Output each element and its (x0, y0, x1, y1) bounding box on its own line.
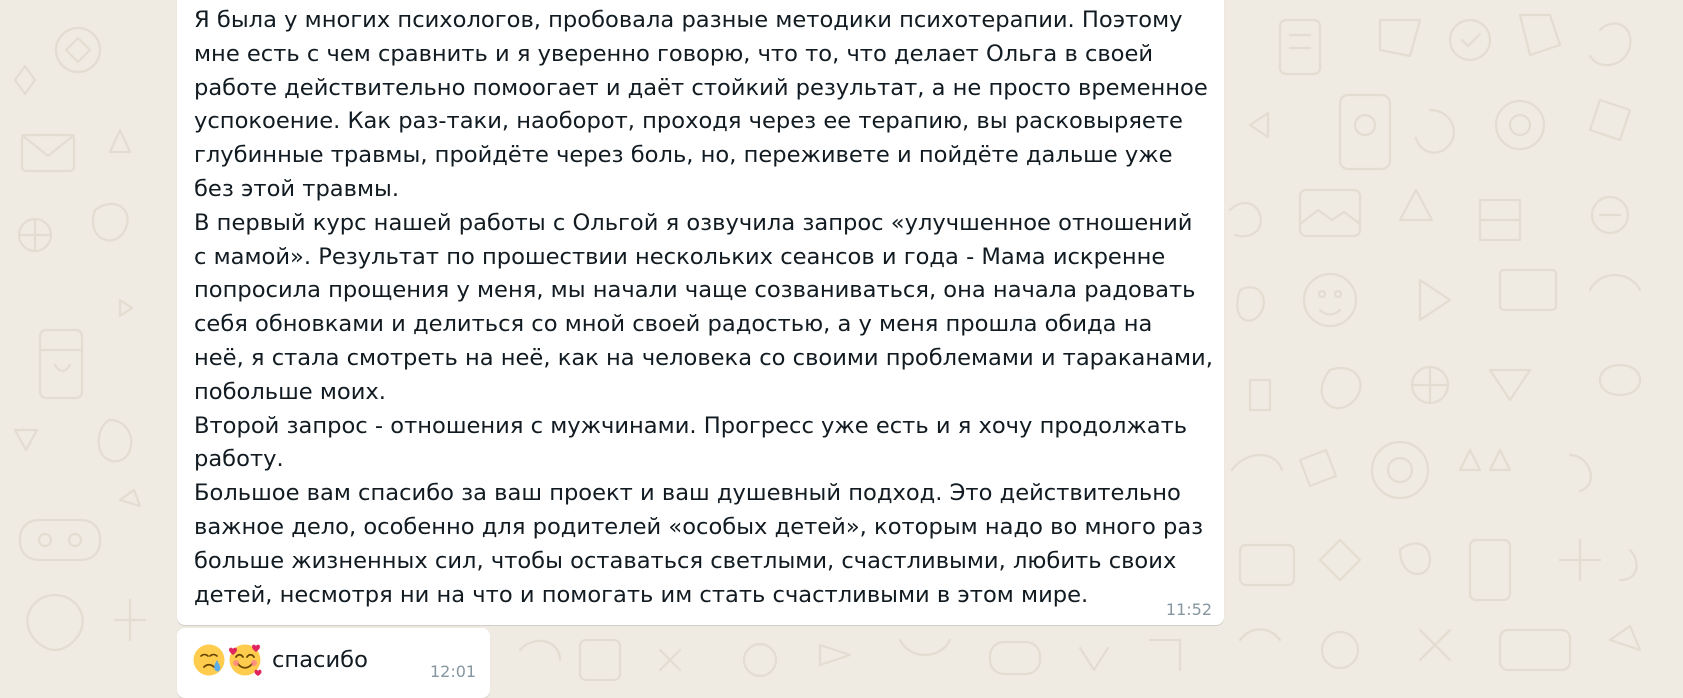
message-line: Я была у многих психологов, пробовала разные методики психотерапии. Поэтому (194, 7, 1183, 33)
message-line: с мамой». Результат по прошествии нескольких сеансов и года - Мама искренне (194, 243, 1166, 270)
message-timestamp: 12:01 (430, 662, 477, 681)
message-line: работу. (194, 446, 284, 473)
message-line: работе действительно помоогает и даёт стойкий результат, а не просто временное (194, 74, 1208, 101)
message-line: Большое вам спасибо за ваш проект и ваш душевный подход. Это действительно (194, 480, 1181, 507)
message-bubble-incoming[interactable] (177, 0, 1224, 625)
message-line: попросила прощения у меня, мы начали чаще созваниваться, она начала радовать (194, 277, 1196, 304)
crying-face-emoji (192, 643, 226, 677)
reply-content (192, 642, 368, 678)
smiling-face-with-hearts-emoji (228, 643, 262, 677)
message-line: детей, несмотря ни на что и помогать им стать счастливыми в этом мире. (194, 581, 1089, 608)
message-line: глубинные травмы, пройдёте через боль, но, переживете и пойдёте дальше уже (194, 142, 1173, 169)
reply-text: спасибо (272, 647, 368, 673)
message-line: мне есть с чем сравнить и я уверенно говорю, что то, что делает Ольга в своей (194, 40, 1154, 67)
message-text (194, 4, 1224, 612)
message-line: без этой травмы. (194, 175, 400, 202)
message-line: успокоение. Как раз-таки, наоборот, проходя через ее терапию, вы расковыряете (194, 108, 1183, 135)
message-line: Второй запрос - отношения с мужчинами. Прогресс уже есть и я хочу продолжать (194, 412, 1188, 439)
message-bubble-reply[interactable] (177, 628, 490, 698)
message-line: побольше моих. (194, 378, 386, 405)
message-timestamp: 11:52 (1165, 600, 1212, 619)
message-line: В первый курс нашей работы с Ольгой я озвучила запрос «улучшенное отношений (194, 209, 1193, 236)
message-line: больше жизненных сил, чтобы оставаться светлыми, счастливыми, любить своих (194, 547, 1177, 574)
message-line: себя обновками и делиться со мной своей радостью, а у меня прошла обида на (194, 311, 1153, 338)
message-line: неё, я стала смотреть на неё, как на человека со своими проблемами и тараканами, (194, 344, 1213, 371)
message-line: важное дело, особенно для родителей «особых детей», которым надо во много раз (194, 513, 1204, 540)
